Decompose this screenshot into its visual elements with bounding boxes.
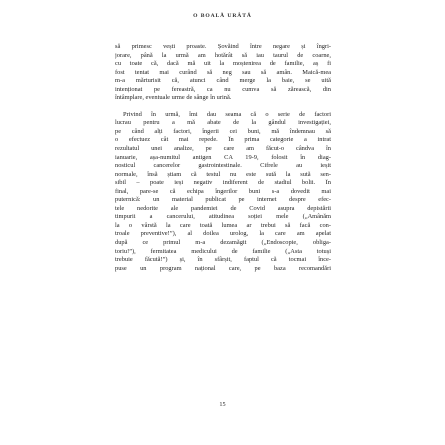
text-line: lucrau pentru a mă abate de la gândul investigației, (115, 119, 331, 127)
text-line: nosticul cancerelor gastrointestinale. Cifrele au ieșit (115, 162, 331, 170)
text-line: puternică: un material publicat pe internet despre efec- (115, 196, 331, 204)
text-line: m-a mărturisit că, atunci când merge la baie, se uită (115, 77, 331, 85)
running-head: O BOALĂ URÂTĂ (193, 13, 252, 19)
text-line: Privind în urmă, îmi dau seama că o serie de factori (123, 110, 331, 118)
text-line: să primesc vești proaste. Șovăind între negare și îngri- (115, 43, 331, 50)
text-line: rezultatul unei analize, pe care am făcut-o cândva în (115, 145, 331, 153)
text-line: ianuarie, așa-numitul antigen CA 19-9, folosit în diag- (115, 153, 331, 161)
text-line: jorare, până la urmă am hotărât să iau taurul de coarne, (115, 51, 331, 59)
text-line: la o vârstă la care toată lumea ar trebui să facă con- (115, 221, 331, 229)
text-line: sibil – poate ieși negativ indiferent de stadiul bolii. În (115, 179, 331, 187)
text-line: întâmplare, eventuale urme de sânge în urină. (115, 94, 232, 102)
text-line: toriu!”), fermitatea medicului de familie („Asta totuși (115, 247, 331, 255)
paragraph-2 (115, 111, 331, 273)
text-line: fost tentat mai curând să neg sau să amân. Maică-mea (115, 68, 331, 76)
text-line: troale preventive!”), al doilea urolog, la care am apelat (115, 230, 331, 238)
text-line: o efectuez cât mai repede. În prima categorie a intrat (115, 136, 331, 144)
body-text (115, 43, 331, 273)
text-line: trebuie făcută!”) și, în sfârșit, faptul că tocmai înce- (115, 256, 331, 264)
text-line: cu toate că, dacă mă uit la moștenirea de familie, aș fi (115, 60, 331, 68)
text-line: normale, însă știam că testul nu este sută la sută sen- (115, 170, 331, 178)
text-line: după ce primul m-a dezamăgit („Endoscopie, obliga- (115, 239, 331, 247)
text-line: pe când alți factori, îngerii cei buni, mă îndemnau să (115, 127, 331, 135)
page-number: 15 (219, 401, 226, 408)
text-line: final, pare-se că echipa îngerilor buni s-a dovedit mai (115, 187, 331, 195)
text-line: puse un program național care, pe baza recomandări (115, 264, 331, 272)
text-line: timpurii a cancerului, atitudinea soției mele („Amânăm (115, 213, 331, 221)
paragraph-1 (115, 43, 331, 103)
text-line: intenționat pe fereastră, ca nu cumva să zărească, din (115, 85, 331, 93)
text-line: tele nedorite ale pandemiei de Covid asupra depistării (115, 204, 331, 212)
